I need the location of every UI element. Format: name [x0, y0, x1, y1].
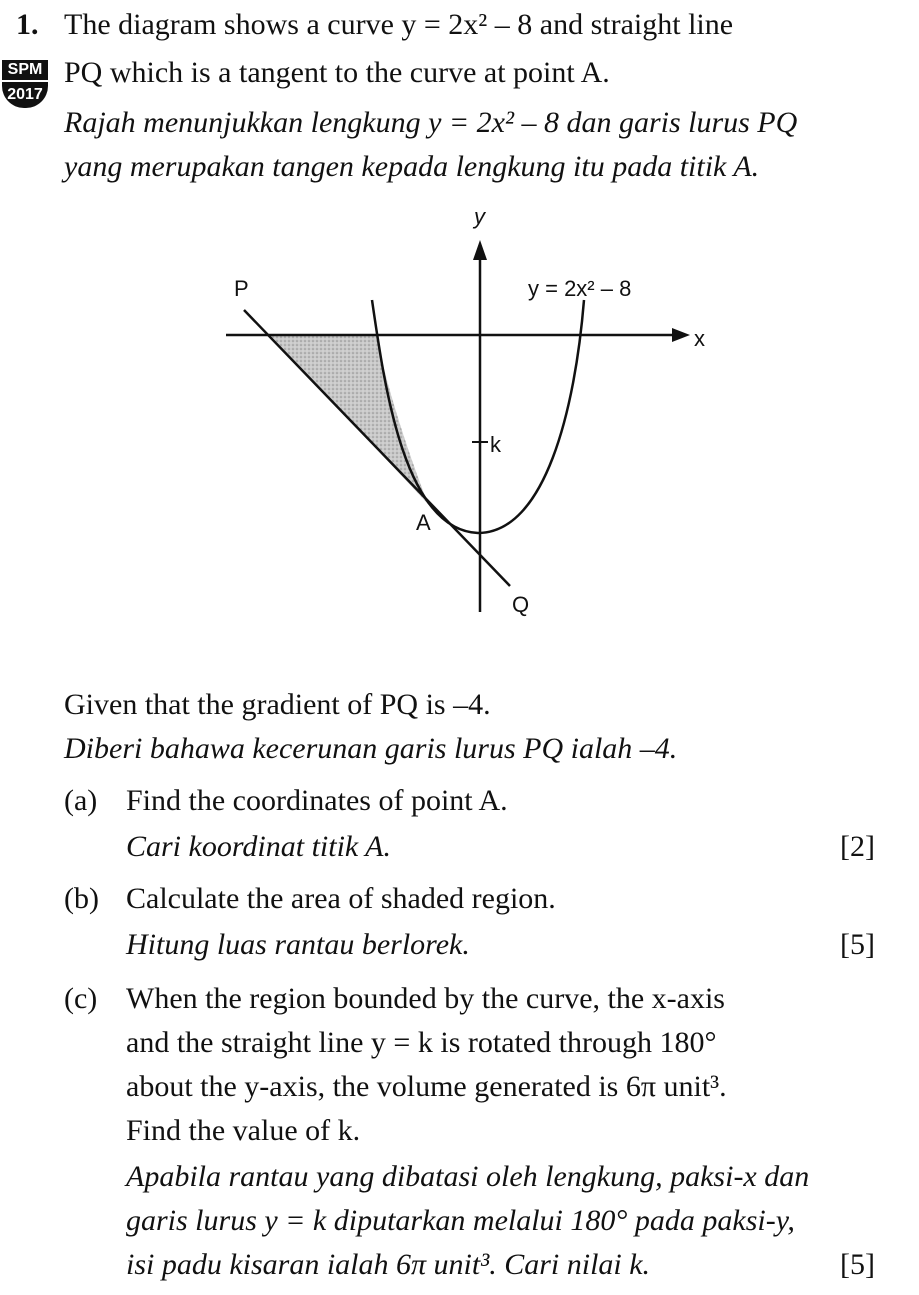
part-c-label: (c): [64, 982, 98, 1015]
badge-spm: SPM: [2, 60, 48, 80]
part-c-en-3: about the y-axis, the volume generated is 6π unit³.: [126, 1070, 727, 1103]
part-c-ms-2: garis lurus y = k diputarkan melalui 180° pada paksi-y,: [126, 1204, 795, 1237]
part-c-en-2: and the straight line y = k is rotated through 180°: [126, 1026, 717, 1059]
part-a-en: Find the coordinates of point A.: [126, 784, 508, 817]
intro-en-line-2: PQ which is a tangent to the curve at point A.: [64, 56, 610, 89]
intro-ms-line-1: Rajah menunjukkan lengkung y = 2x² – 8 dan garis lurus PQ: [64, 106, 798, 139]
part-c-marks: [5]: [840, 1248, 875, 1281]
part-a-ms: Cari koordinat titik A.: [126, 830, 392, 863]
k-label: k: [490, 432, 501, 457]
question-number: 1.: [16, 8, 39, 41]
badge-year: 2017: [2, 82, 48, 108]
part-c-ms-1: Apabila rantau yang dibatasi oleh lengkung, paksi-x dan: [126, 1160, 810, 1193]
x-axis-label: x: [694, 326, 705, 351]
point-p-label: P: [234, 276, 249, 301]
part-c-en-1: When the region bounded by the curve, the x-axis: [126, 982, 725, 1015]
part-b-marks: [5]: [840, 928, 875, 961]
given-en: Given that the gradient of PQ is –4.: [64, 688, 491, 721]
y-axis-arrow: [473, 240, 487, 260]
part-c-en-4: Find the value of k.: [126, 1114, 361, 1147]
point-q-label: Q: [512, 592, 530, 617]
part-a-marks: [2]: [840, 830, 875, 863]
part-b-ms: Hitung luas rantau berlorek.: [126, 928, 470, 961]
point-a-label: A: [416, 510, 431, 535]
part-c-ms-3: isi padu kisaran ialah 6π unit³. Cari nilai k.: [126, 1248, 651, 1281]
curve-equation-label: y = 2x² – 8: [528, 276, 632, 301]
y-axis-label: y: [474, 204, 485, 229]
part-b-label: (b): [64, 882, 99, 915]
intro-ms-line-2: yang merupakan tangen kepada lengkung itu pada titik A.: [64, 150, 760, 183]
given-ms: Diberi bahawa kecerunan garis lurus PQ ialah –4.: [64, 732, 678, 765]
intro-en-line-1: The diagram shows a curve y = 2x² – 8 and straight line: [64, 8, 734, 41]
x-axis-arrow: [672, 328, 690, 342]
part-a-label: (a): [64, 784, 98, 817]
part-b-en: Calculate the area of shaded region.: [126, 882, 556, 915]
